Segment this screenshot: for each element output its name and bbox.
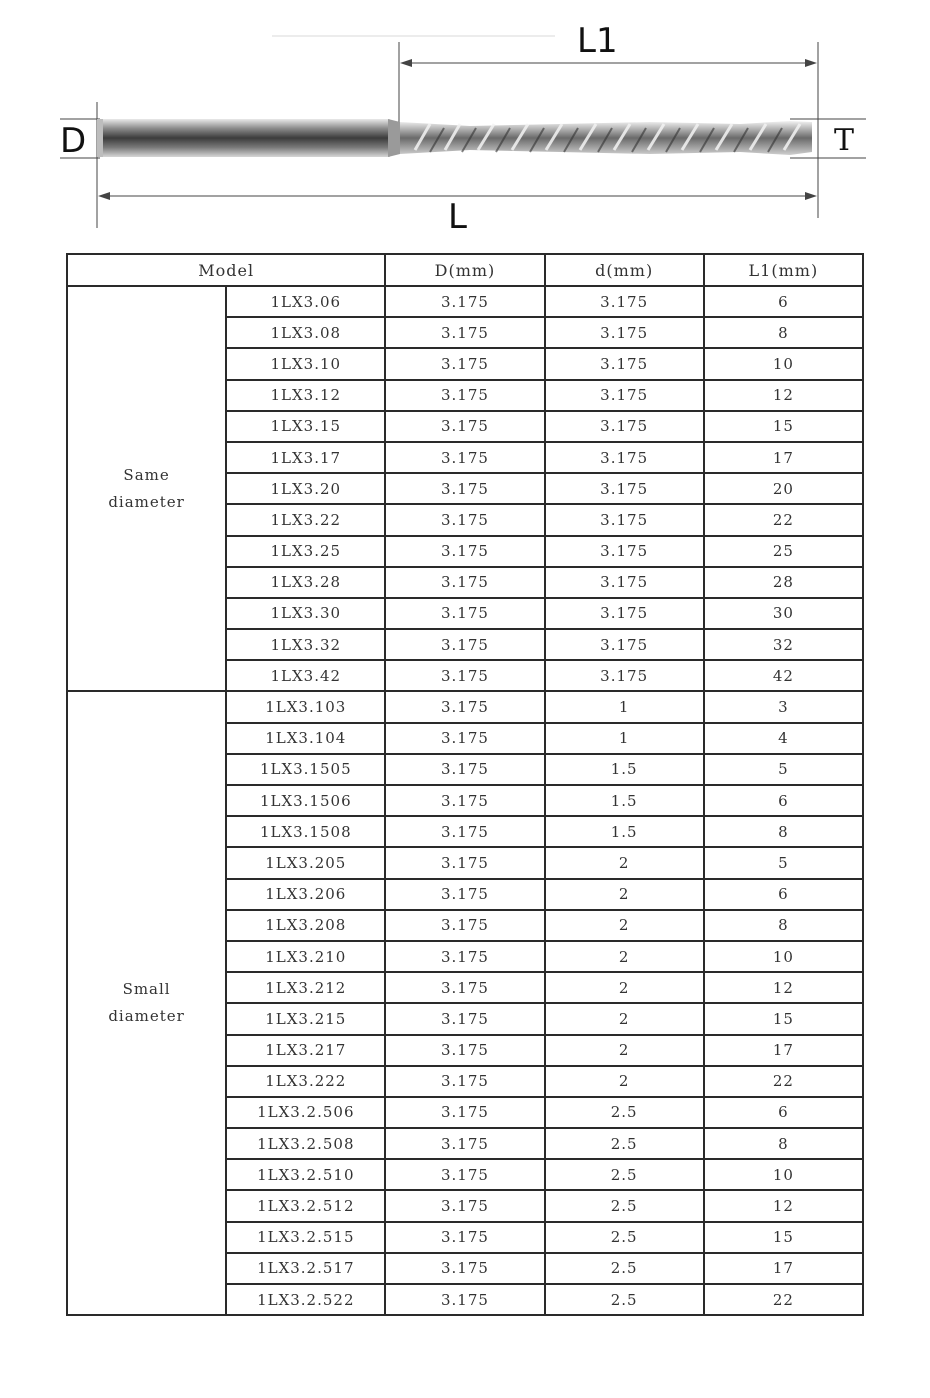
cell-shank-diameter: 3.175 — [385, 567, 544, 598]
cell-model: 1LX3.215 — [226, 1003, 385, 1034]
cell-flute-length: 25 — [704, 536, 863, 567]
group-label-line1: Same — [123, 465, 170, 484]
header-cutting-diameter: d(mm) — [545, 254, 704, 286]
cell-model: 1LX3.20 — [226, 473, 385, 504]
spec-table — [66, 253, 864, 1316]
cell-flute-length: 5 — [704, 754, 863, 785]
cell-model: 1LX3.2.517 — [226, 1253, 385, 1284]
cell-model: 1LX3.205 — [226, 847, 385, 878]
cell-model: 1LX3.212 — [226, 972, 385, 1003]
cell-flute-length: 12 — [704, 1190, 863, 1221]
cell-shank-diameter: 3.175 — [385, 504, 544, 535]
cell-cutting-diameter: 3.175 — [545, 660, 704, 691]
cell-flute-length: 12 — [704, 380, 863, 411]
cell-cutting-diameter: 2.5 — [545, 1190, 704, 1221]
cell-model: 1LX3.2.522 — [226, 1284, 385, 1315]
cell-model: 1LX3.1508 — [226, 816, 385, 847]
cell-cutting-diameter: 3.175 — [545, 380, 704, 411]
cell-shank-diameter: 3.175 — [385, 411, 544, 442]
cell-shank-diameter: 3.175 — [385, 1222, 544, 1253]
cell-flute-length: 10 — [704, 1159, 863, 1190]
cell-shank-diameter: 3.175 — [385, 1159, 544, 1190]
cell-shank-diameter: 3.175 — [385, 1190, 544, 1221]
cell-flute-length: 22 — [704, 1284, 863, 1315]
table-body — [67, 286, 863, 1315]
cell-shank-diameter: 3.175 — [385, 1284, 544, 1315]
cell-model: 1LX3.103 — [226, 691, 385, 722]
cell-shank-diameter: 3.175 — [385, 1003, 544, 1034]
l1-arrow-left — [400, 59, 412, 67]
cell-cutting-diameter: 2.5 — [545, 1222, 704, 1253]
cell-model: 1LX3.104 — [226, 723, 385, 754]
cell-shank-diameter: 3.175 — [385, 910, 544, 941]
cell-shank-diameter: 3.175 — [385, 380, 544, 411]
cell-model: 1LX3.42 — [226, 660, 385, 691]
cell-flute-length: 4 — [704, 723, 863, 754]
cell-model: 1LX3.22 — [226, 504, 385, 535]
cell-shank-diameter: 3.175 — [385, 660, 544, 691]
cell-shank-diameter: 3.175 — [385, 1035, 544, 1066]
l-arrow-left — [98, 192, 110, 200]
cell-flute-length: 32 — [704, 629, 863, 660]
cell-cutting-diameter: 3.175 — [545, 286, 704, 317]
cell-shank-diameter: 3.175 — [385, 723, 544, 754]
cell-shank-diameter: 3.175 — [385, 785, 544, 816]
group-label-line1: Small — [122, 980, 171, 999]
cell-flute-length: 12 — [704, 972, 863, 1003]
cell-cutting-diameter: 3.175 — [545, 411, 704, 442]
cell-model: 1LX3.25 — [226, 536, 385, 567]
cell-cutting-diameter: 1.5 — [545, 785, 704, 816]
cell-flute-length: 22 — [704, 504, 863, 535]
cell-cutting-diameter: 3.175 — [545, 473, 704, 504]
cell-cutting-diameter: 2 — [545, 1003, 704, 1034]
cell-cutting-diameter: 2 — [545, 941, 704, 972]
cell-shank-diameter: 3.175 — [385, 286, 544, 317]
cell-shank-diameter: 3.175 — [385, 754, 544, 785]
table-header-row — [67, 254, 863, 286]
cell-shank-diameter: 3.175 — [385, 473, 544, 504]
cell-model: 1LX3.208 — [226, 910, 385, 941]
cell-shank-diameter: 3.175 — [385, 816, 544, 847]
cell-shank-diameter: 3.175 — [385, 317, 544, 348]
cell-flute-length: 6 — [704, 785, 863, 816]
cell-shank-diameter: 3.175 — [385, 847, 544, 878]
cell-cutting-diameter: 2 — [545, 1066, 704, 1097]
cell-cutting-diameter: 2 — [545, 972, 704, 1003]
cell-model: 1LX3.12 — [226, 380, 385, 411]
shank-end-cap — [97, 119, 103, 157]
cell-model: 1LX3.2.508 — [226, 1128, 385, 1159]
cell-flute-length: 6 — [704, 286, 863, 317]
cell-flute-length: 6 — [704, 1097, 863, 1128]
cell-cutting-diameter: 3.175 — [545, 348, 704, 379]
cell-model: 1LX3.2.512 — [226, 1190, 385, 1221]
cell-shank-diameter: 3.175 — [385, 1128, 544, 1159]
tool-transition — [388, 119, 400, 157]
l1-arrow-right — [805, 59, 817, 67]
cell-cutting-diameter: 2.5 — [545, 1159, 704, 1190]
header-model: Model — [67, 254, 385, 286]
cell-cutting-diameter: 3.175 — [545, 598, 704, 629]
table-row — [67, 286, 863, 317]
cell-model: 1LX3.08 — [226, 317, 385, 348]
cell-flute-length: 10 — [704, 941, 863, 972]
cell-flute-length: 17 — [704, 442, 863, 473]
cell-model: 1LX3.1505 — [226, 754, 385, 785]
cell-cutting-diameter: 1.5 — [545, 816, 704, 847]
cell-flute-length: 20 — [704, 473, 863, 504]
cell-shank-diameter: 3.175 — [385, 598, 544, 629]
cell-flute-length: 5 — [704, 847, 863, 878]
cell-flute-length: 3 — [704, 691, 863, 722]
cell-cutting-diameter: 2 — [545, 910, 704, 941]
cell-model: 1LX3.222 — [226, 1066, 385, 1097]
cell-model: 1LX3.30 — [226, 598, 385, 629]
header-flute-length: L1(mm) — [704, 254, 863, 286]
header-shank-diameter: D(mm) — [385, 254, 544, 286]
tool-shank — [97, 119, 390, 157]
end-mill-diagram — [0, 0, 930, 250]
group-label — [67, 691, 226, 1315]
cell-shank-diameter: 3.175 — [385, 1097, 544, 1128]
cell-model: 1LX3.1506 — [226, 785, 385, 816]
cell-flute-length: 8 — [704, 910, 863, 941]
cell-shank-diameter: 3.175 — [385, 348, 544, 379]
cell-model: 1LX3.206 — [226, 879, 385, 910]
cell-cutting-diameter: 1 — [545, 691, 704, 722]
length-label: L — [448, 197, 467, 237]
cell-flute-length: 15 — [704, 411, 863, 442]
cell-cutting-diameter: 2.5 — [545, 1253, 704, 1284]
cell-cutting-diameter: 3.175 — [545, 317, 704, 348]
cell-flute-length: 30 — [704, 598, 863, 629]
cell-flute-length: 42 — [704, 660, 863, 691]
cell-cutting-diameter: 3.175 — [545, 629, 704, 660]
cell-cutting-diameter: 3.175 — [545, 567, 704, 598]
flute-length-label: L1 — [577, 21, 618, 61]
cell-model: 1LX3.10 — [226, 348, 385, 379]
cell-model: 1LX3.210 — [226, 941, 385, 972]
cell-cutting-diameter: 3.175 — [545, 504, 704, 535]
cell-model: 1LX3.2.515 — [226, 1222, 385, 1253]
cell-flute-length: 8 — [704, 816, 863, 847]
cell-shank-diameter: 3.175 — [385, 972, 544, 1003]
cell-shank-diameter: 3.175 — [385, 941, 544, 972]
cell-flute-length: 8 — [704, 317, 863, 348]
cell-cutting-diameter: 2 — [545, 1035, 704, 1066]
cell-cutting-diameter: 2 — [545, 879, 704, 910]
cell-cutting-diameter: 2 — [545, 847, 704, 878]
cell-flute-length: 28 — [704, 567, 863, 598]
table-row — [67, 691, 863, 722]
l-arrow-right — [805, 192, 817, 200]
cell-cutting-diameter: 2.5 — [545, 1097, 704, 1128]
cell-flute-length: 17 — [704, 1253, 863, 1284]
cell-shank-diameter: 3.175 — [385, 442, 544, 473]
tip-label: T — [834, 123, 855, 158]
cell-model: 1LX3.32 — [226, 629, 385, 660]
cell-flute-length: 6 — [704, 879, 863, 910]
cell-cutting-diameter: 2.5 — [545, 1128, 704, 1159]
cell-flute-length: 8 — [704, 1128, 863, 1159]
cell-model: 1LX3.15 — [226, 411, 385, 442]
cell-cutting-diameter: 1.5 — [545, 754, 704, 785]
group-label-line2: diameter — [108, 1007, 185, 1026]
cell-model: 1LX3.28 — [226, 567, 385, 598]
cell-model: 1LX3.06 — [226, 286, 385, 317]
cell-cutting-diameter: 2.5 — [545, 1284, 704, 1315]
diameter-label: D — [60, 121, 87, 161]
group-label-line2: diameter — [108, 492, 185, 511]
cell-shank-diameter: 3.175 — [385, 1253, 544, 1284]
group-label — [67, 286, 226, 691]
cell-model: 1LX3.217 — [226, 1035, 385, 1066]
cell-model: 1LX3.2.510 — [226, 1159, 385, 1190]
cell-model: 1LX3.17 — [226, 442, 385, 473]
cell-model: 1LX3.2.506 — [226, 1097, 385, 1128]
cell-shank-diameter: 3.175 — [385, 536, 544, 567]
cell-flute-length: 17 — [704, 1035, 863, 1066]
cell-shank-diameter: 3.175 — [385, 691, 544, 722]
cell-shank-diameter: 3.175 — [385, 1066, 544, 1097]
cell-flute-length: 22 — [704, 1066, 863, 1097]
cell-flute-length: 10 — [704, 348, 863, 379]
cell-shank-diameter: 3.175 — [385, 629, 544, 660]
cell-flute-length: 15 — [704, 1003, 863, 1034]
cell-shank-diameter: 3.175 — [385, 879, 544, 910]
cell-cutting-diameter: 1 — [545, 723, 704, 754]
cell-cutting-diameter: 3.175 — [545, 536, 704, 567]
cell-cutting-diameter: 3.175 — [545, 442, 704, 473]
cell-flute-length: 15 — [704, 1222, 863, 1253]
